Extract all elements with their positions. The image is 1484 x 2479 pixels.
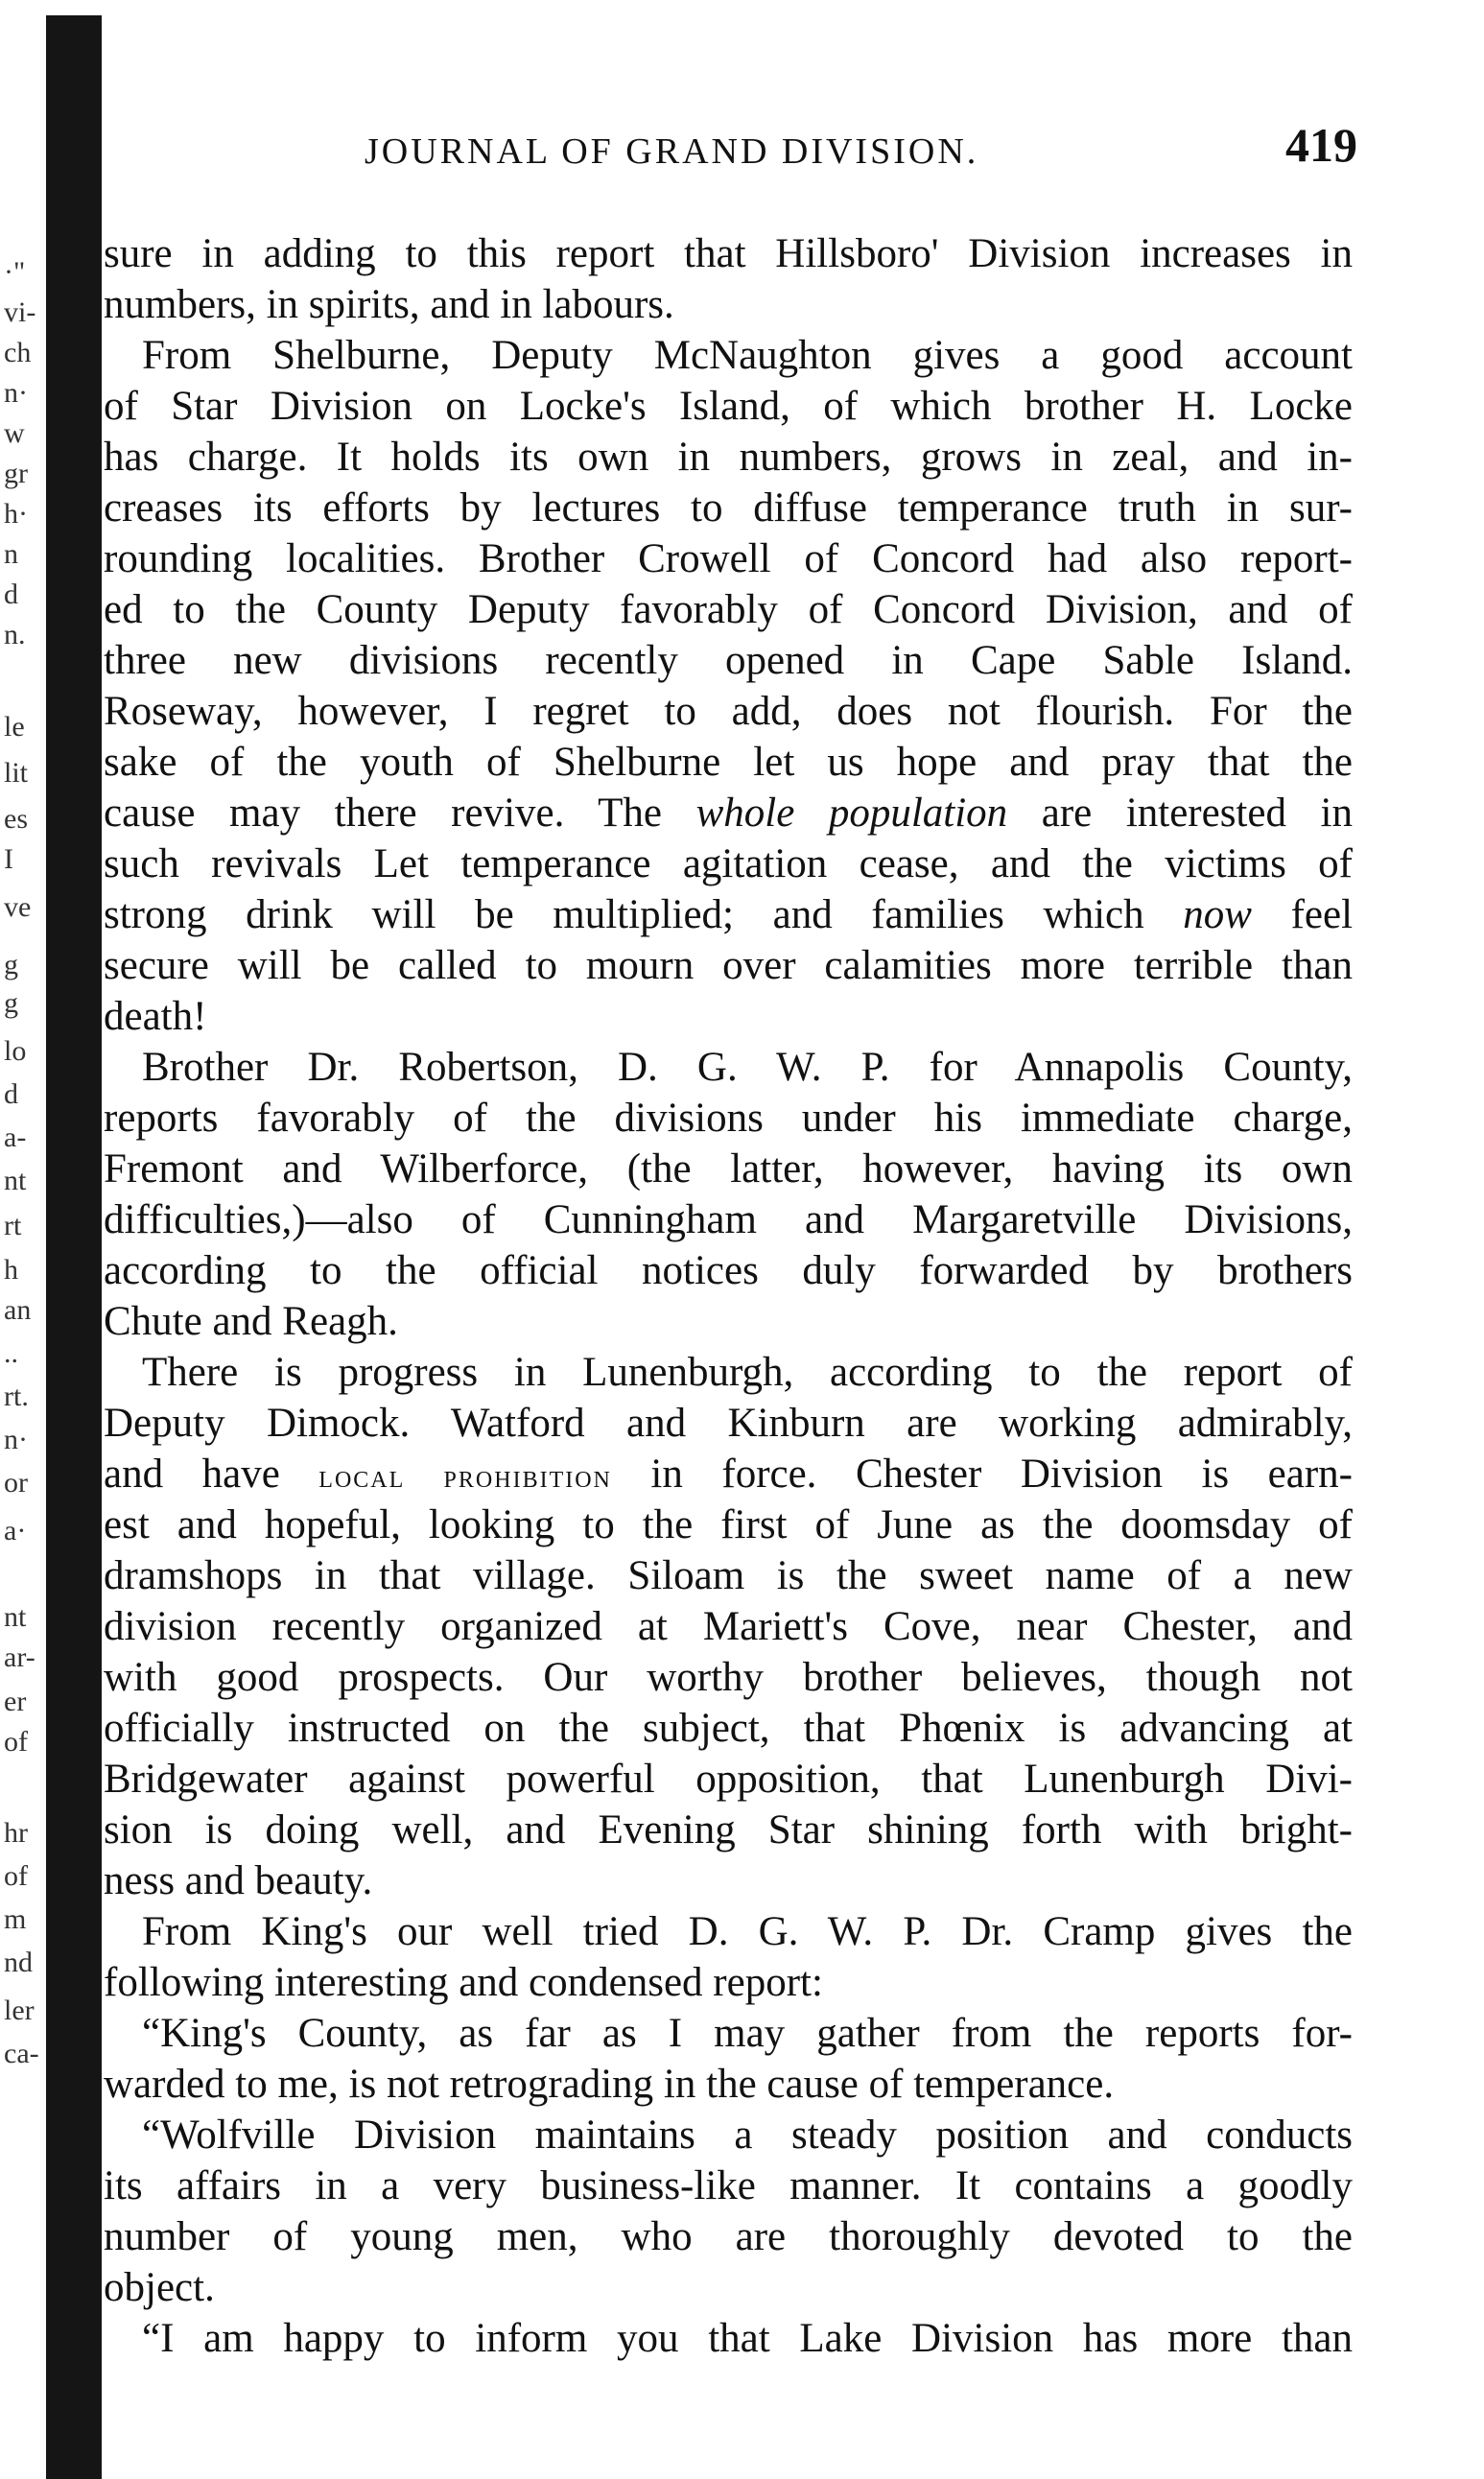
- text-run: “King's County, as far as I may gather from the reports for-: [142, 2011, 1353, 2056]
- margin-fragment: ler: [4, 1995, 35, 2026]
- margin-fragment: le: [4, 712, 25, 743]
- italic-run: now: [1183, 892, 1252, 937]
- margin-fragment: m: [4, 1904, 27, 1935]
- text-run: warded to me, is not retrograding in the cause of temperance.: [104, 2062, 1115, 2107]
- text-line: [104, 2008, 1353, 2059]
- margin-fragment: g: [4, 988, 18, 1019]
- small-caps-run: local prohibition: [318, 1459, 612, 1495]
- text-run: rounding localities. Brother Crowell of Concord had also report-: [104, 536, 1353, 581]
- text-run: There is progress in Lunenburgh, according to the report of: [142, 1350, 1353, 1395]
- text-line: [104, 279, 1353, 330]
- text-line: [104, 686, 1353, 737]
- text-line: [104, 1042, 1353, 1093]
- margin-fragment: a·: [4, 1516, 27, 1546]
- text-line: [104, 432, 1353, 483]
- text-run: dramshops in that village. Siloam is the sweet name of a new: [104, 1553, 1353, 1598]
- text-line: [104, 483, 1353, 533]
- text-line: [104, 1449, 1353, 1499]
- margin-fragment: hr: [4, 1818, 28, 1849]
- page-number: 419: [1285, 118, 1357, 172]
- text-run: death!: [104, 994, 207, 1039]
- text-run: ed to the County Deputy favorably of Concord Division, and of: [104, 587, 1353, 632]
- margin-fragment: n.: [4, 620, 26, 650]
- text-line: [104, 1499, 1353, 1550]
- margin-fragment: a-: [4, 1122, 27, 1153]
- text-run: Brother Dr. Robertson, D. G. W. P. for Annapolis County,: [142, 1045, 1353, 1090]
- text-run: From Shelburne, Deputy McNaughton gives a good account: [142, 333, 1353, 378]
- text-run: sion is doing well, and Evening Star shining forth with bright-: [104, 1807, 1353, 1853]
- binding-gutter: [46, 15, 102, 2479]
- text-run: Fremont and Wilberforce, (the latter, however, having its own: [104, 1146, 1353, 1192]
- text-run: numbers, in spirits, and in labours.: [104, 282, 674, 327]
- text-run: following interesting and condensed report:: [104, 1960, 823, 2005]
- text-run: est and hopeful, looking to the first of June as the doomsday of: [104, 1502, 1353, 1547]
- margin-fragment: ·": [4, 257, 26, 288]
- text-line: [104, 2262, 1353, 2313]
- text-line: [104, 1093, 1353, 1144]
- text-run: secure will be called to mourn over calamities more terrible than: [104, 943, 1353, 988]
- text-run: feel: [1251, 892, 1354, 937]
- margin-fragment: ar-: [4, 1642, 35, 1673]
- text-line: [104, 2110, 1353, 2160]
- text-run: and have: [104, 1452, 319, 1497]
- text-run: division recently organized at Mariett's Cove, near Chester, and: [104, 1604, 1353, 1649]
- text-line: [104, 330, 1353, 381]
- text-run: object.: [104, 2265, 215, 2310]
- margin-fragment: nt: [4, 1602, 27, 1633]
- text-line: [104, 1652, 1353, 1703]
- text-run: sake of the youth of Shelburne let us hope and pray that the: [104, 740, 1353, 785]
- text-line: [104, 381, 1353, 432]
- text-run: three new divisions recently opened in Cape Sable Island.: [104, 638, 1353, 683]
- margin-fragment: I: [4, 844, 13, 875]
- text-run: From King's our well tried D. G. W. P. Dr. Cramp gives the: [142, 1909, 1353, 1954]
- text-line: [104, 2059, 1353, 2110]
- text-line: [104, 2211, 1353, 2262]
- italic-run: whole population: [695, 791, 1008, 836]
- text-line: [104, 1550, 1353, 1601]
- text-line: [104, 584, 1353, 635]
- text-run: Deputy Dimock. Watford and Kinburn are working admirably,: [104, 1401, 1353, 1446]
- margin-fragment: es: [4, 804, 28, 835]
- text-run: cause may there revive. The: [104, 791, 696, 836]
- text-line: [104, 1144, 1353, 1194]
- text-line: [104, 838, 1353, 889]
- text-run: officially instructed on the subject, that Phœnix is advancing at: [104, 1706, 1353, 1751]
- text-line: [104, 1906, 1353, 1957]
- margin-fragment: d: [4, 1079, 18, 1110]
- text-line: [104, 1398, 1353, 1449]
- text-run: with good prospects. Our worthy brother believes, though not: [104, 1655, 1353, 1700]
- margin-fragment: vi-: [4, 297, 36, 328]
- text-line: [104, 228, 1353, 279]
- text-line: [104, 991, 1353, 1042]
- text-run: strong drink will be multiplied; and families which: [104, 892, 1184, 937]
- margin-fragment: ve: [4, 892, 32, 923]
- text-line: [104, 889, 1353, 940]
- running-head: JOURNAL OF GRAND DIVISION.: [365, 131, 979, 172]
- text-line: [104, 940, 1353, 991]
- text-line: [104, 2313, 1353, 2364]
- margin-fragment: lo: [4, 1036, 27, 1067]
- text-run: in force. Chester Division is earn-: [611, 1452, 1353, 1497]
- text-line: [104, 1855, 1353, 1906]
- text-run: “Wolfville Division maintains a steady position and conducts: [142, 2113, 1353, 2158]
- text-line: [104, 1601, 1353, 1652]
- text-line: [104, 635, 1353, 686]
- text-run: Bridgewater against powerful opposition, that Lunenburgh Divi-: [104, 1757, 1353, 1802]
- text-run: number of young men, who are thoroughly devoted to the: [104, 2214, 1353, 2259]
- margin-fragment: n·: [4, 378, 28, 409]
- facing-page-margin: [0, 0, 44, 2479]
- margin-fragment: of: [4, 1727, 28, 1758]
- margin-fragment: nt: [4, 1166, 27, 1196]
- margin-fragment: d: [4, 579, 18, 610]
- margin-fragment: ca-: [4, 2039, 39, 2069]
- margin-fragment: ch: [4, 338, 32, 368]
- text-run: has charge. It holds its own in numbers, grows in zeal, and in-: [104, 435, 1353, 480]
- margin-fragment: rt.: [4, 1381, 29, 1412]
- text-line: [104, 1194, 1353, 1245]
- text-run: are interested in: [1007, 791, 1353, 836]
- margin-fragment: an: [4, 1295, 32, 1326]
- text-line: [104, 533, 1353, 584]
- margin-fragment: n: [4, 539, 18, 570]
- text-line: [104, 737, 1353, 788]
- text-run: Roseway, however, I regret to add, does not flourish. For the: [104, 689, 1353, 734]
- text-line: [104, 1703, 1353, 1754]
- text-line: [104, 1347, 1353, 1398]
- margin-fragment: or: [4, 1468, 28, 1499]
- text-line: [104, 788, 1353, 838]
- text-run: of Star Division on Locke's Island, of which brother H. Locke: [104, 384, 1353, 429]
- margin-fragment: ..: [4, 1338, 18, 1369]
- text-run: “I am happy to inform you that Lake Division has more than: [142, 2316, 1353, 2361]
- text-line: [104, 1754, 1353, 1805]
- text-run: sure in adding to this report that Hillsboro' Division increases in: [104, 231, 1353, 276]
- text-line: [104, 2160, 1353, 2211]
- text-run: creases its efforts by lectures to diffuse temperance truth in sur-: [104, 485, 1353, 531]
- margin-fragment: g: [4, 950, 18, 980]
- body-text: [104, 228, 1353, 2364]
- text-line: [104, 1957, 1353, 2008]
- text-run: reports favorably of the divisions under his immediate charge,: [104, 1096, 1353, 1141]
- text-run: Chute and Reagh.: [104, 1299, 398, 1344]
- margin-fragment: h: [4, 1255, 18, 1286]
- margin-fragment: nd: [4, 1948, 33, 1978]
- margin-fragment: er: [4, 1687, 27, 1717]
- margin-fragment: w: [4, 418, 25, 449]
- margin-fragment: gr: [4, 459, 28, 489]
- text-line: [104, 1805, 1353, 1855]
- margin-fragment: h·: [4, 499, 28, 530]
- margin-fragment: lit: [4, 758, 29, 789]
- text-line: [104, 1296, 1353, 1347]
- text-run: such revivals Let temperance agitation cease, and the victims of: [104, 841, 1353, 886]
- margin-fragment: rt: [4, 1211, 22, 1241]
- text-run: its affairs in a very business-like manner. It contains a goodly: [104, 2163, 1353, 2208]
- text-line: [104, 1245, 1353, 1296]
- text-run: difficulties,)—also of Cunningham and Margaretville Divisions,: [104, 1197, 1353, 1242]
- margin-fragment: n·: [4, 1425, 28, 1455]
- text-run: according to the official notices duly forwarded by brothers: [104, 1248, 1353, 1293]
- text-run: ness and beauty.: [104, 1858, 373, 1903]
- margin-fragment: of: [4, 1861, 28, 1892]
- page-header: [365, 117, 1381, 175]
